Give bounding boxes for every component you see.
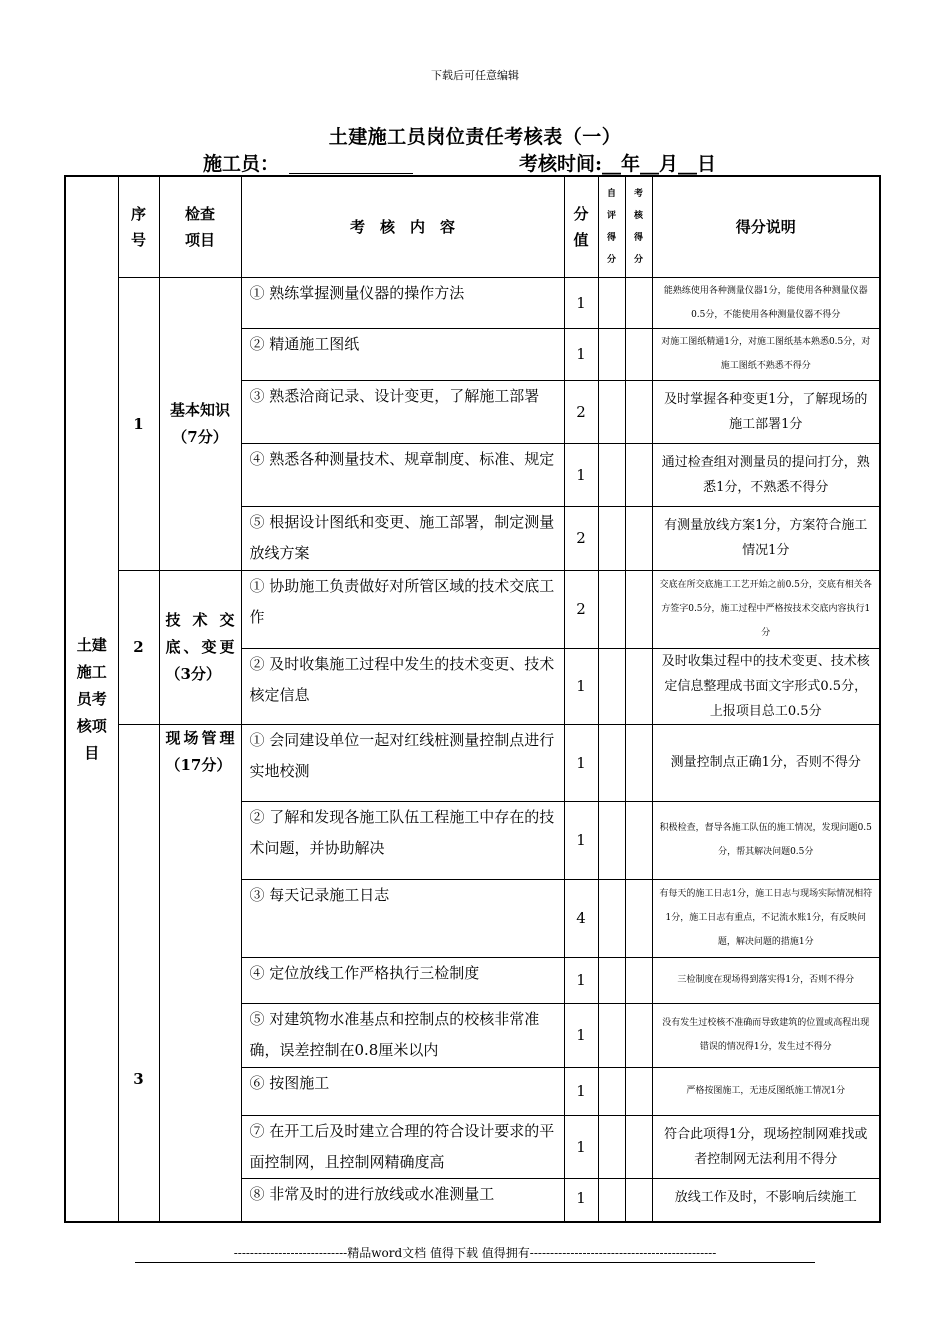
header-explain: 得分说明 — [652, 176, 880, 277]
self-score-cell — [598, 648, 625, 724]
self-score-cell — [598, 570, 625, 648]
row-content: ⑧ 非常及时的进行放线或水准测量工 — [241, 1178, 564, 1222]
row-explain: 有每天的施工日志1分，施工日志与现场实际情况相符1分，施工日志有重点，不记流水账1分，有反映问题，解决问题的措施1分 — [652, 879, 880, 957]
row-score: 1 — [564, 443, 598, 506]
check-score-cell — [625, 724, 652, 801]
header-content: 考 核 内 容 — [241, 176, 564, 277]
check-score-cell — [625, 879, 652, 957]
row-content: ② 及时收集施工过程中发生的技术变更、技术核定信息 — [241, 648, 564, 724]
row-explain: 符合此项得1分，现场控制网难找或者控制网无法利用不得分 — [652, 1115, 880, 1178]
row-score: 1 — [564, 724, 598, 801]
check-score-cell — [625, 570, 652, 648]
check-score-cell — [625, 801, 652, 879]
row-explain: 交底在所交底施工工艺开始之前0.5分，交底有相关各方签字0.5分，施工过程中严格按技术交底内容执行1分 — [652, 570, 880, 648]
header-item: 检查项目 — [159, 176, 241, 277]
row-explain: 能熟练使用各种测量仪器1分，能使用各种测量仪器0.5分，不能使用各种测量仪器不得分 — [652, 277, 880, 328]
row-content: ③ 每天记录施工日志 — [241, 879, 564, 957]
row-score: 1 — [564, 1003, 598, 1067]
row-score: 1 — [564, 1067, 598, 1115]
self-score-cell — [598, 1067, 625, 1115]
row-explain: 通过检查组对测量员的提问打分，熟悉1分，不熟悉不得分 — [652, 443, 880, 506]
row-score: 2 — [564, 570, 598, 648]
group-seq: 1 — [118, 277, 159, 570]
self-score-cell — [598, 443, 625, 506]
row-explain: 积极检查，督导各施工队伍的施工情况，发现问题0.5分，帮其解决问题0.5分 — [652, 801, 880, 879]
header-self: 自评得分 — [598, 176, 625, 277]
row-score: 1 — [564, 801, 598, 879]
row-content: ① 熟练掌握测量仪器的操作方法 — [241, 277, 564, 328]
row-explain: 及时掌握各种变更1分，了解现场的施工部署1分 — [652, 380, 880, 443]
side-label: 土建施工员考核项目 — [76, 635, 107, 762]
check-score-cell — [625, 1067, 652, 1115]
row-score: 2 — [564, 380, 598, 443]
row-content: ② 了解和发现各施工队伍工程施工中存在的技术问题，并协助解决 — [241, 801, 564, 879]
row-score: 4 — [564, 879, 598, 957]
check-score-cell — [625, 506, 652, 570]
group-item: 基本知识（7分） — [159, 277, 241, 570]
row-score: 1 — [564, 1178, 598, 1222]
group-seq: 2 — [118, 570, 159, 724]
row-explain: 有测量放线方案1分，方案符合施工情况1分 — [652, 506, 880, 570]
header-check: 考核得分 — [625, 176, 652, 277]
row-content: ② 精通施工图纸 — [241, 328, 564, 380]
self-score-cell — [598, 1003, 625, 1067]
row-content: ⑤ 对建筑物水准基点和控制点的校核非常准确，误差控制在0.8厘米以内 — [241, 1003, 564, 1067]
row-score: 1 — [564, 328, 598, 380]
self-score-cell — [598, 1115, 625, 1178]
row-score: 1 — [564, 1115, 598, 1178]
assessment-table — [64, 175, 881, 1223]
row-score: 1 — [564, 277, 598, 328]
row-explain: 没有发生过校核不准确而导致建筑的位置或高程出现错误的情况得1分，发生过不得分 — [652, 1003, 880, 1067]
footer-divider — [135, 1262, 815, 1263]
row-content: ③ 熟悉洽商记录、设计变更，了解施工部署 — [241, 380, 564, 443]
self-score-cell — [598, 801, 625, 879]
check-score-cell — [625, 380, 652, 443]
row-explain: 放线工作及时，不影响后续施工 — [652, 1178, 880, 1222]
self-score-cell — [598, 879, 625, 957]
page-title: 土建施工员岗位责任考核表（一） — [328, 126, 622, 148]
self-score-cell — [598, 328, 625, 380]
row-content: ④ 定位放线工作严格执行三检制度 — [241, 957, 564, 1003]
row-explain: 及时收集过程中的技术变更、技术核定信息整理成书面文字形式0.5分，上报项目总工0.5分 — [652, 648, 880, 724]
self-score-cell — [598, 724, 625, 801]
side-label-cell — [65, 176, 118, 1222]
group-item: 现场管理（17分） — [159, 724, 241, 1222]
check-score-cell — [625, 328, 652, 380]
row-explain: 严格按图施工，无违反图纸施工情况1分 — [652, 1067, 880, 1115]
self-score-cell — [598, 277, 625, 328]
row-content: ① 会同建设单位一起对红线桩测量控制点进行实地校测 — [241, 724, 564, 801]
group-seq: 3 — [118, 724, 159, 1222]
time-label: 考核时间:__年__月__日 — [519, 153, 717, 175]
check-score-cell — [625, 443, 652, 506]
header-score: 分值 — [564, 176, 598, 277]
table-header-row — [65, 176, 880, 277]
check-score-cell — [625, 1178, 652, 1222]
sub-header — [0, 149, 950, 175]
table-row — [65, 277, 880, 328]
table-row — [65, 724, 880, 801]
check-score-cell — [625, 1003, 652, 1067]
footer-note: ----------------------------精品word文档 值得下载 值得拥有---------------------------------------------- — [233, 1246, 717, 1260]
row-content: ⑦ 在开工后及时建立合理的符合设计要求的平面控制网，且控制网精确度高 — [241, 1115, 564, 1178]
row-content: ④ 熟悉各种测量技术、规章制度、标准、规定 — [241, 443, 564, 506]
worker-label: 施工员： — [203, 153, 280, 175]
row-content: ⑥ 按图施工 — [241, 1067, 564, 1115]
group-item: 技术交底、变更（3分） — [159, 570, 241, 724]
row-content: ① 协助施工负责做好对所管区域的技术交底工作 — [241, 570, 564, 648]
self-score-cell — [598, 1178, 625, 1222]
check-score-cell — [625, 277, 652, 328]
row-explain: 三检制度在现场得到落实得1分，否则不得分 — [652, 957, 880, 1003]
worker-blank — [289, 149, 413, 174]
self-score-cell — [598, 380, 625, 443]
self-score-cell — [598, 506, 625, 570]
self-score-cell — [598, 957, 625, 1003]
row-score: 1 — [564, 957, 598, 1003]
row-score: 1 — [564, 648, 598, 724]
header-seq: 序号 — [118, 176, 159, 277]
table-row — [65, 570, 880, 648]
check-score-cell — [625, 648, 652, 724]
row-explain: 测量控制点正确1分，否则不得分 — [652, 724, 880, 801]
check-score-cell — [625, 957, 652, 1003]
row-score: 2 — [564, 506, 598, 570]
header-note: 下载后可任意编辑 — [431, 69, 519, 82]
row-content: ⑤ 根据设计图纸和变更、施工部署，制定测量放线方案 — [241, 506, 564, 570]
row-explain: 对施工图纸精通1分，对施工图纸基本熟悉0.5分，对施工图纸不熟悉不得分 — [652, 328, 880, 380]
check-score-cell — [625, 1115, 652, 1178]
